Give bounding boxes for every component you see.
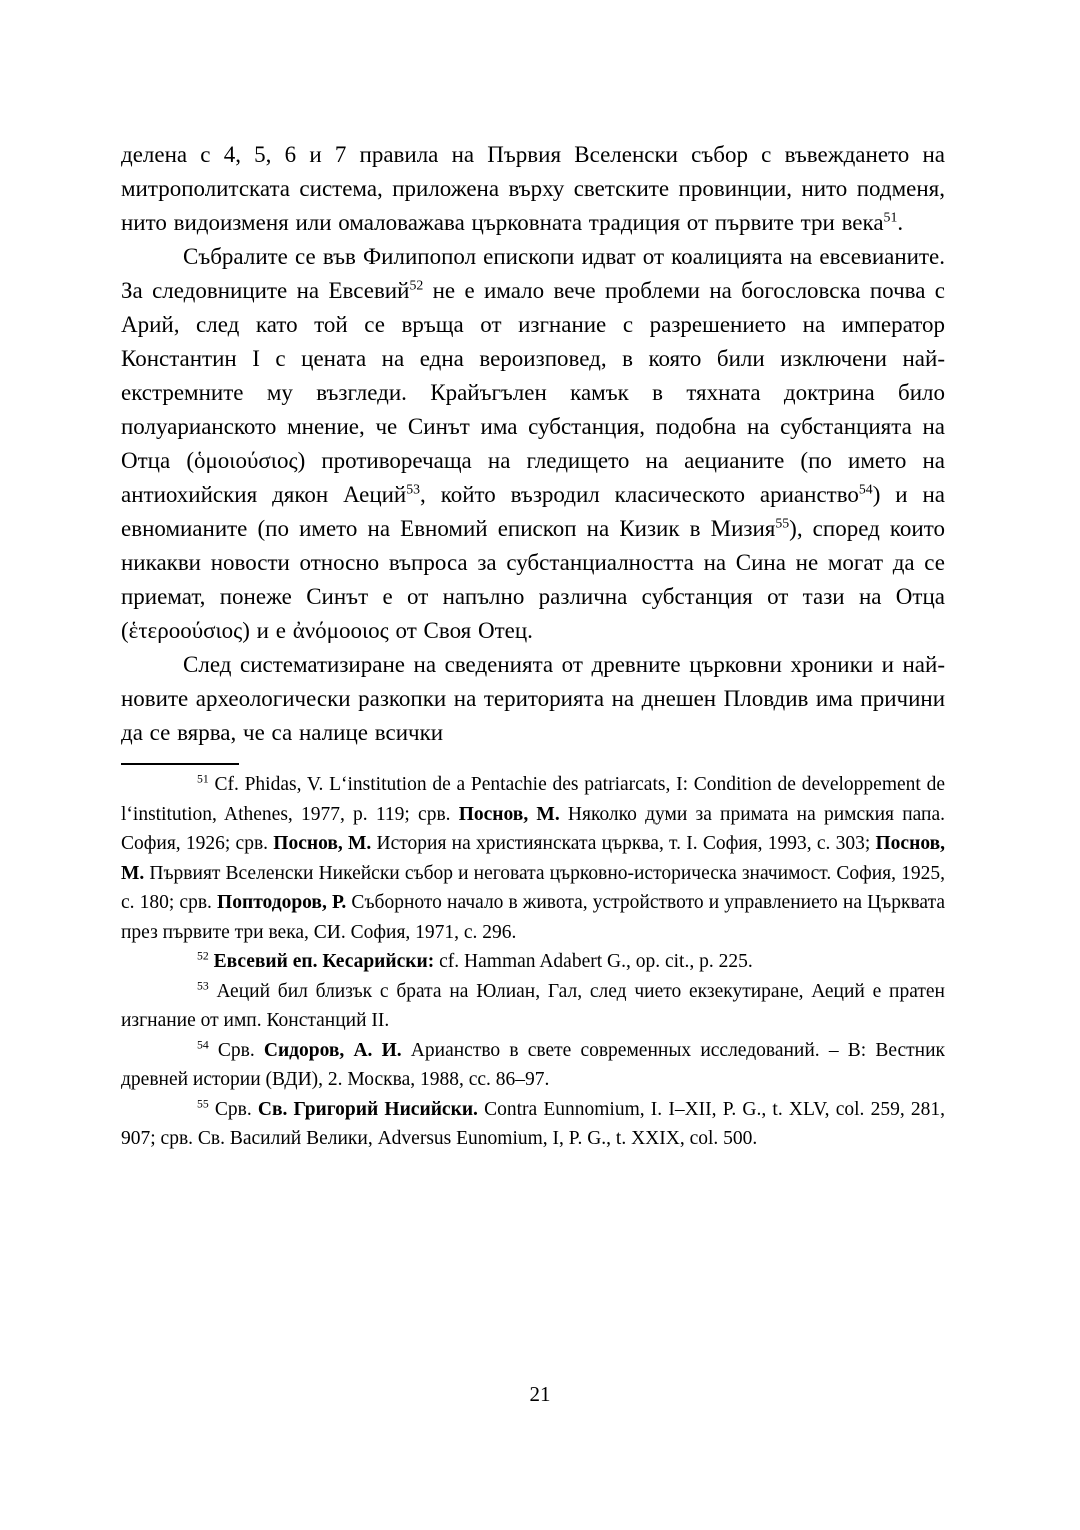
footnote-separator [121,763,239,765]
paragraph-text: ), според които никакви новости относно въпроса за субстанциалността на Сина не могат да се приемат, понеже Синът е от напълно различна субстанция от тази на Отца (ἑτεροούσιος) и е ἀνόμοοιος от Своя Отец. [121,516,945,643]
page-number: 21 [529,1382,551,1406]
paragraph [121,240,945,648]
paragraph-text: не е имало вече проблеми на богословска почва с Арий, след като той се връща от изгнание с разрешението на император Константин I с цената на една вероизповед, в която били изключени най-екстремните му възгледи. Крайъгълен камък в тяхната доктрина било полуарианското мнение, че Синът има субстанция, подобна на субстанцията на Отца (ὁμοιούσιος) противоречаща на гледището на аецианите (по името на антиохийския дякон Аеций [121,278,945,507]
page-content [121,138,945,1154]
footnote-ref-51: 51 [883,209,898,225]
paragraph-text: , който възродил класическото арианство [420,482,859,507]
footnote-marker: 53 [197,979,209,992]
paragraph-text: Събралите се във Филипопол епископи идват от коалицията на евсевианите. За следовниците на Евсевий [121,244,945,303]
footnote-text: Срв. [208,1098,258,1120]
footnote-author: Св. Григорий Нисийски. [257,1098,478,1120]
footnote-marker: 52 [197,949,209,963]
footnote-author: Поснов, М. [273,833,372,854]
footnote-52 [121,947,945,977]
footnote-51 [121,770,945,947]
footnote-text: Арианство в свете современных исследований. – В: Вестник древней истории (ВДИ), 2. Москва, 1988, сс. 86–97. [121,1039,945,1090]
paragraph-text: ) и на евномианите (по името на Евномий епископ на Кизик в Мизия [121,482,945,541]
footnote-54 [121,1036,945,1095]
paragraph-text: . [897,210,904,235]
footnote-marker: 55 [197,1097,209,1110]
footnote-author: Поснов, М. [121,833,945,884]
footnote-author: Поптодоров, Р. [217,892,347,913]
paragraph-continuation [121,138,945,240]
footnote-marker: 51 [197,772,209,786]
footnote-ref-53: 53 [406,481,421,497]
footnote-ref-52: 52 [409,277,424,293]
paragraph-text: След систематизиране на сведенията от древните църковни хроники и най-новите археологически разкопки на територията на днешен Пловдив има причини да се вярва, че са налице всички [121,652,945,745]
paragraph-text: делена с 4, 5, 6 и 7 правила на Първия Вселенски събор с въвеждането на митрополитската система, приложена върху светските провинции, нито подменя, нито видоизменя или омаловажава църковната традиция от първите три века [121,142,945,235]
footnote-text: Cf. Phidas, V. L‘institution de a Pentachie des patriarcats, I: Condition de developpement de l‘institution, Athenes, 1977, p. 119; срв. [121,774,945,825]
footnote-marker: 54 [197,1038,209,1051]
footnote-text: Няколко думи за примата на римския папа. София, 1926; срв. [121,803,945,854]
footnote-55 [121,1095,945,1154]
footnote-53 [121,977,945,1036]
footnotes [121,770,945,1154]
footnote-text: История на християнската църква, т. I. София, 1993, с. 303; [371,833,876,854]
footnote-text: Срв. [208,1039,264,1061]
footnote-text: Първият Вселенски Никейски събор и неговата църковно-историческа значимост. София, 1925, с. 180; срв. [121,862,945,913]
footnote-ref-54: 54 [858,481,873,497]
footnote-author: Сидоров, А. И. [263,1039,402,1061]
paragraph [121,648,945,750]
footnote-text: Аеций бил близък с брата на Юлиан, Гал, след чието екзекутиране, Аеций е пратен изгнание от имп. Констанций II. [121,980,945,1031]
footnote-text: Съборното начало в живота, устройството и управлението на Църквата през първите три века, СИ. София, 1971, с. 296. [121,892,945,943]
footnote-text: Contra Eunnomium, I. I–XII, P. G., t. XLV, col. 259, 281, 907; срв. Св. Василий Велики, Adversus Eunomium, I, P. G., t. XXIX, col. 500. [121,1098,946,1149]
footnote-ref-55: 55 [775,515,790,531]
footnote-text: cf. Hamman Adabert G., op. cit., p. 225. [434,951,753,972]
footnote-author: Поснов, М. [458,803,560,825]
main-text [121,138,945,750]
footnote-author: Евсевий еп. Кесарийски: [208,951,435,972]
